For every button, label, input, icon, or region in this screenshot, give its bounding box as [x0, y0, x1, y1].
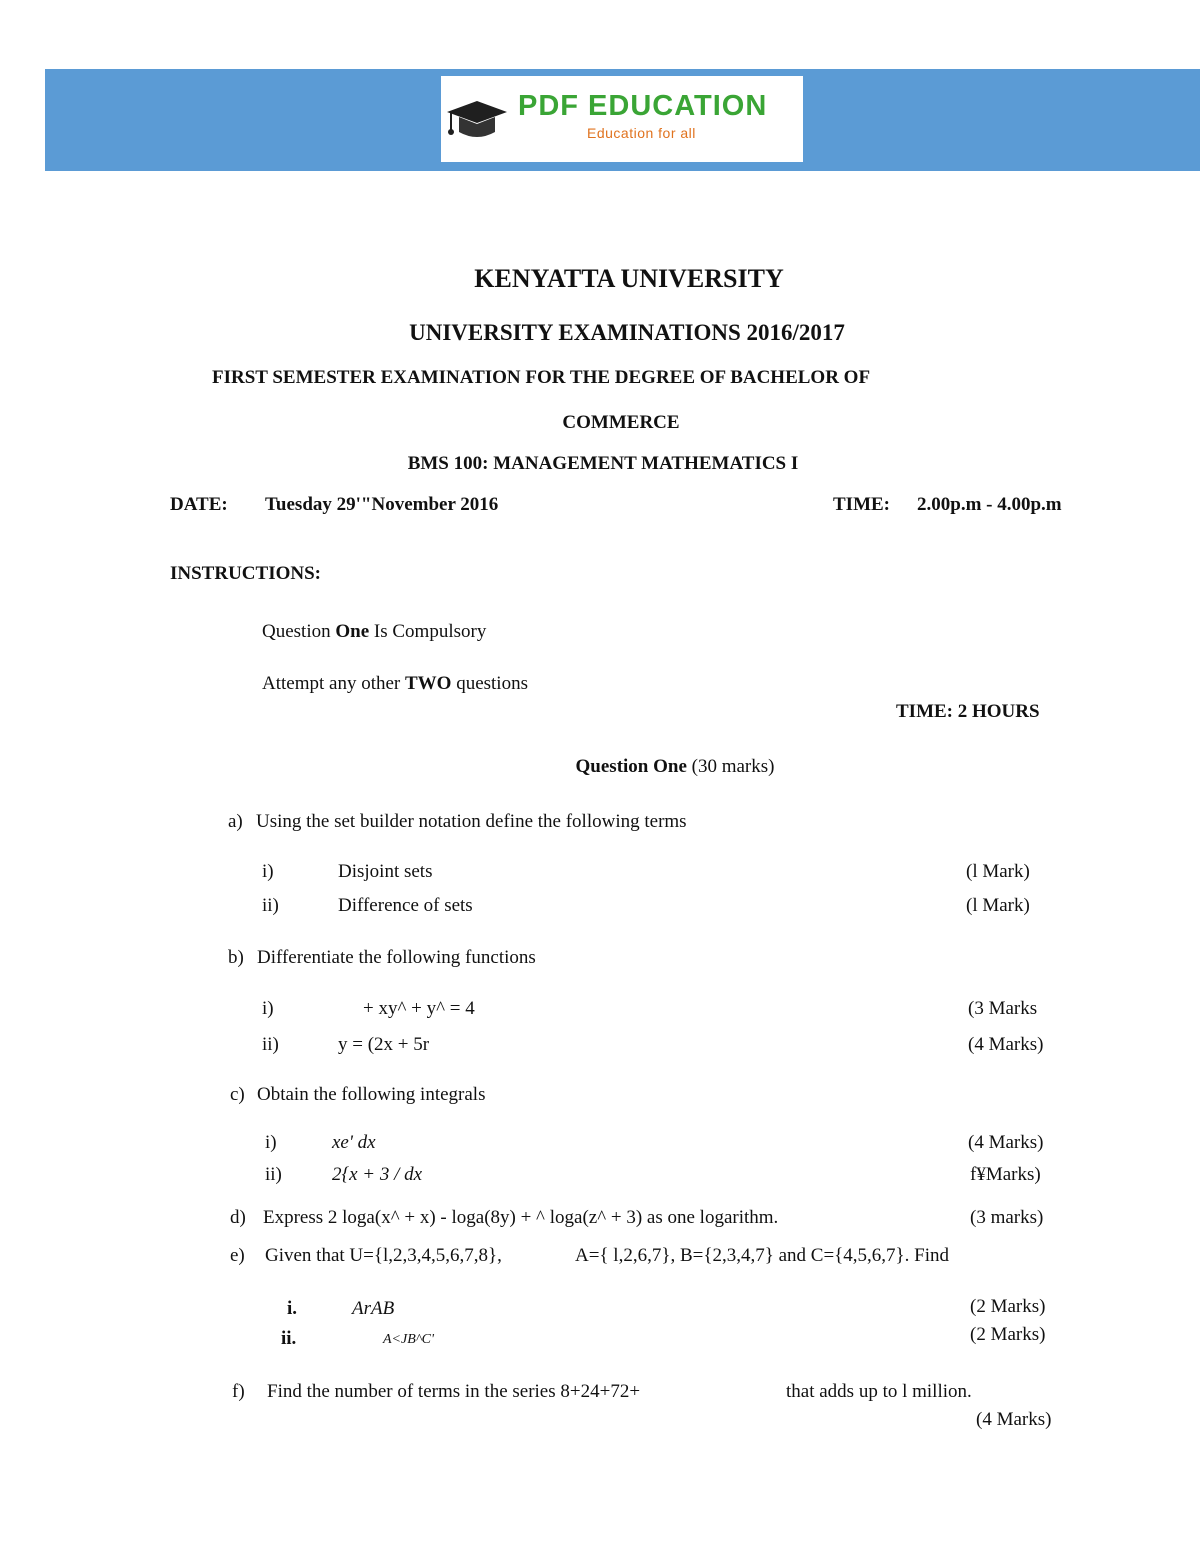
part-c-i-text: xe' dx — [332, 1132, 376, 1153]
part-b-ii-num: ii) — [262, 1034, 279, 1055]
part-a-text: Using the set builder notation define the following terms — [256, 811, 687, 832]
part-e-text-sets: A={ l,2,6,7}, B={2,3,4,7} and C={4,5,6,7}. Find — [575, 1245, 949, 1266]
question-one-title-rest: (30 marks) — [686, 756, 775, 777]
part-e-i-text: ArAB — [352, 1298, 395, 1319]
semester-line-2: COMMERCE — [562, 412, 680, 433]
part-c-ii-marks: f¥Marks) — [970, 1164, 1041, 1185]
time-value: 2.00p.m - 4.00p.m — [917, 494, 1062, 515]
part-e-label: e) — [230, 1245, 245, 1266]
part-e-ii-num: ii. — [281, 1328, 297, 1349]
date-label: DATE: — [170, 494, 228, 515]
instructions-heading: INSTRUCTIONS: — [170, 563, 321, 584]
question-one-title-bold: Question One — [575, 756, 687, 777]
part-c-i-num: i) — [265, 1132, 277, 1153]
part-d-label: d) — [230, 1207, 246, 1228]
part-f-text: Find the number of terms in the series 8+24+72+ — [267, 1381, 641, 1402]
part-b-i-num: i) — [262, 998, 274, 1019]
logo-tagline: Education for all — [587, 125, 696, 141]
part-f-marks: (4 Marks) — [976, 1409, 1052, 1430]
graduation-cap-icon — [443, 98, 509, 144]
part-c-ii-text: 2{x + 3 / dx — [332, 1164, 423, 1185]
part-b-label: b) — [228, 947, 244, 968]
part-e-i-marks: (2 Marks) — [970, 1296, 1046, 1317]
instruction-2-bold: TWO — [405, 673, 452, 694]
part-e-ii-text: A<JB^C' — [383, 1332, 435, 1347]
part-e-text-universal: Given that U={l,2,3,4,5,6,7,8}, — [265, 1245, 502, 1266]
exam-duration: TIME: 2 HOURS — [896, 701, 1040, 722]
university-name: KENYATTA UNIVERSITY — [474, 264, 784, 293]
instruction-1-pre: Question — [262, 621, 336, 642]
part-c-label: c) — [230, 1084, 245, 1105]
instruction-2-pre: Attempt any other — [262, 673, 405, 694]
instruction-1-bold: One — [335, 621, 370, 642]
part-a-ii-num: ii) — [262, 895, 279, 916]
instruction-2-post: questions — [451, 673, 528, 694]
question-one-title — [0, 756, 1200, 778]
time-label: TIME: — [833, 494, 890, 515]
part-a-i-num: i) — [262, 861, 274, 882]
logo — [441, 76, 803, 162]
part-c-i-marks: (4 Marks) — [968, 1132, 1044, 1153]
instruction-1 — [262, 621, 486, 643]
part-d-marks: (3 marks) — [970, 1207, 1044, 1228]
part-b-ii-marks: (4 Marks) — [968, 1034, 1044, 1055]
part-b-i-text: + xy^ + y^ = 4 — [363, 998, 475, 1019]
logo-title: PDF EDUCATION — [518, 90, 768, 122]
part-a-i-text: Disjoint sets — [338, 861, 433, 882]
part-b-text: Differentiate the following functions — [257, 947, 536, 968]
part-b-i-marks: (3 Marks — [968, 998, 1038, 1019]
part-a-ii-marks: (l Mark) — [966, 895, 1030, 916]
part-c-ii-num: ii) — [265, 1164, 282, 1185]
exam-title: UNIVERSITY EXAMINATIONS 2016/2017 — [409, 320, 845, 345]
part-f-label: f) — [232, 1381, 245, 1402]
part-d-text: Express 2 loga(x^ + x) - loga(8y) + ^ loga(z^ + 3) as one logarithm. — [263, 1207, 779, 1228]
part-e-ii-marks: (2 Marks) — [970, 1324, 1046, 1345]
part-f-text-end: that adds up to l million. — [786, 1381, 972, 1402]
instruction-1-post: Is Compulsory — [369, 621, 487, 642]
date-value: Tuesday 29'"November 2016 — [265, 494, 499, 515]
course-title: BMS 100: MANAGEMENT MATHEMATICS I — [407, 453, 799, 474]
semester-line-1: FIRST SEMESTER EXAMINATION FOR THE DEGREE OF BACHELOR OF — [212, 367, 871, 388]
part-a-i-marks: (l Mark) — [966, 861, 1030, 882]
instruction-2 — [262, 673, 528, 695]
part-e-i-num: i. — [287, 1298, 298, 1319]
part-c-text: Obtain the following integrals — [257, 1084, 486, 1105]
part-a-label: a) — [228, 811, 243, 832]
part-b-ii-text: y = (2x + 5r — [338, 1034, 430, 1055]
part-a-ii-text: Difference of sets — [338, 895, 473, 916]
